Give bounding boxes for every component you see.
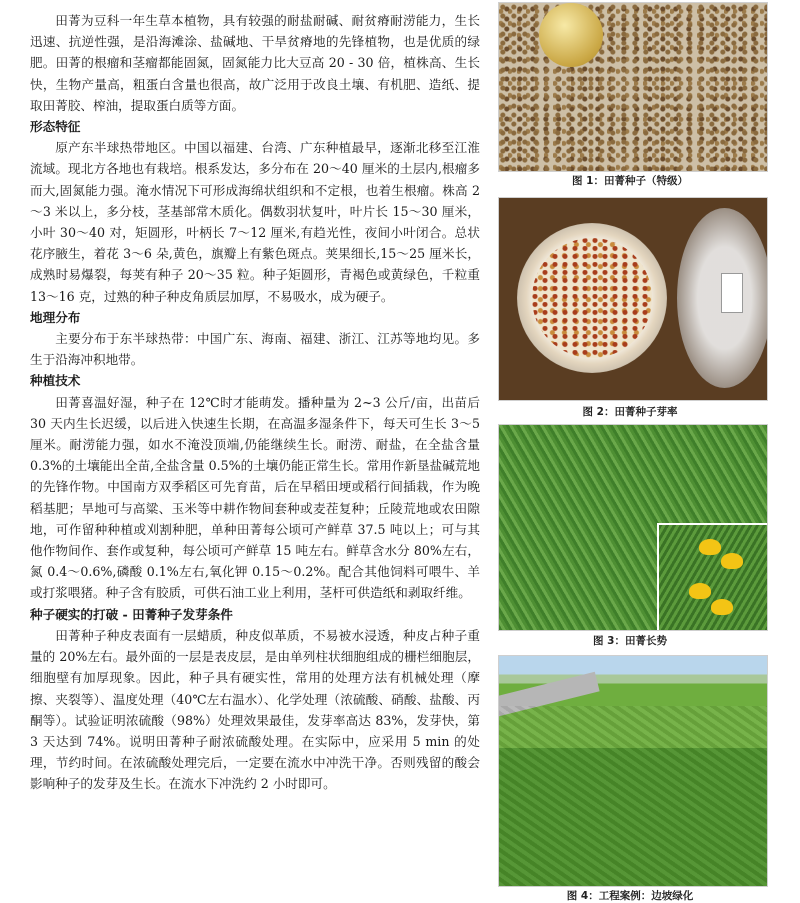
section-heading-cultivation: 种植技术: [30, 373, 81, 389]
yellow-flower-image: [711, 599, 733, 615]
yellow-flower-image: [689, 583, 711, 599]
dish-label: [721, 273, 743, 313]
figure-3-caption: 图 3：田菁长势: [593, 635, 667, 647]
section-text-seed-dormancy: 田菁种子种皮表面有一层蜡质，种皮似革质，不易被水浸透，种皮占种子重量的 20%左右。最外面的一层是表皮层，是由单列柱状细胞组成的栅栏细胞层，细胞壁有加厚现象。因此，种子具有硬实性，常用的处理方法有机械处理（摩擦、夹裂等）、温度处理（40℃左右温水）、化学处理（浓硫酸、硝酸、盐酸、丙酮等）。试验证明浓硫酸（98%）处理效果最佳，发芽率高达 83%，发芽快，第 3 天达到 74%。说明田菁种子耐浓硫酸处理。在实际中，应采用 5 min 的处理，节约时间。在浓硫酸处理完后，一定要在流水中冲洗干净。否则残留的酸会影响种子的发芽及生长。在流水下冲洗约 2 小时即可。: [30, 627, 480, 792]
figure-2-caption: 图 2：田菁种子芽率: [582, 406, 678, 418]
flower-inset-photo: [657, 523, 767, 630]
figure-slope-greening-photo: [498, 655, 768, 887]
section-heading-seed-dormancy: 种子硬实的打破 - 田菁种子发芽条件: [30, 606, 233, 622]
yellow-flower-image: [721, 553, 743, 569]
figure-germination-photo: [498, 197, 768, 401]
figure-growth-photo: [498, 424, 768, 631]
section-heading-distribution: 地理分布: [30, 309, 81, 325]
section-text-morphology: 原产东半球热带地区。中国以福建、台湾、广东种植最早，逐渐北移至江淮流域。现北方各地也有栽培。根系发达，多分布在 20～40 厘米的土层内,根瘤多而大,固氮能力强。淹水情况下可形成海绵状组织和不定根，也着生根瘤。株高 2～3 米以上，多分枝，茎基部常木质化。偶数羽状复叶，叶片长 15～30 厘米，小叶 30～40 对，矩圆形，叶柄长 7～12 厘米,有趋光性，夜间小叶闭合。总状花序腋生，着花 3～6 朵,黄色，旗瓣上有紫色斑点。荚果细长,15～25 厘米长，成熟时易爆裂，每荚有种子 20～35 粒。种子矩圆形，青褐色或黄绿色，千粒重 13～16 克，过熟的种子种皮角质层加厚，不易吸水，成为硬子。: [30, 140, 480, 304]
section-text-cultivation: 田菁喜温好湿，种子在 12℃时才能萌发。播种量为 2~3 公斤/亩，出苗后 30 天内生长迟缓，以后进入快速生长期，在高温多湿条件下，每天可生长 3～5 厘米。耐涝能力强，如水不淹没顶端,仍能继续生长。耐涝、耐盐，在全盐含量 0.3%的土壤能出全苗,全盐含量 0.5%的土壤仍能正常生长。常用作新垦盐碱荒地的先锋作物。中国南方双季稻区可先育苗，后在早稻田埂或稻行间插栽，作为晚稻基肥；旱地可与高粱、玉米等中耕作物间套种或麦茬复种；丘陵荒地或农田隙地，可作留种种植或刈割种肥，单种田菁每公顷可产鲜草 37.5 吨以上；可与其他作物间作、套作或复种，每公顷可产鲜草 15 吨左右。鲜草含水分 80%左右，氮 0.4～0.6%,磷酸 0.1%左右,氧化钾 0.15～0.2%。配合其他饲料可喂牛、羊或打浆喂猪。种子含有胶质，可供石油工业上利用，茎杆可供造纸和剥取纤维。: [30, 394, 480, 601]
figure-seeds-photo: [498, 2, 768, 172]
section-heading-morphology: 形态特征: [30, 119, 81, 135]
figure-1-caption: 图 1：田菁种子（特级）: [572, 175, 688, 187]
petri-dish-sprouts: [517, 223, 667, 373]
yellow-flower-image: [699, 539, 721, 555]
figure-4-caption: 图 4：工程案例：边坡绿化: [566, 890, 694, 902]
section-text-distribution: 主要分布于东半球热带：中国广东、海南、福建、浙江、江苏等地均见。多生于沿海冲积地带。: [30, 331, 480, 368]
article-text-column: [30, 10, 480, 795]
intro-paragraph: 田菁为豆科一年生草本植物，具有较强的耐盐耐碱、耐贫瘠耐涝能力，生长迅速、抗逆性强，是沿海滩涂、盐碱地、干旱贫瘠地的先锋植物，也是优质的绿肥。田菁的根瘤和茎瘤都能固氮，固氮能力比大豆高 20 - 30 倍，植株高、生长快，生物产量高，粗蛋白含量也很高，故广泛用于改良土壤、有机肥、造纸、提取田菁胶、榨油，提取蛋白质等方面。: [30, 13, 480, 113]
coin-image: [539, 3, 603, 67]
